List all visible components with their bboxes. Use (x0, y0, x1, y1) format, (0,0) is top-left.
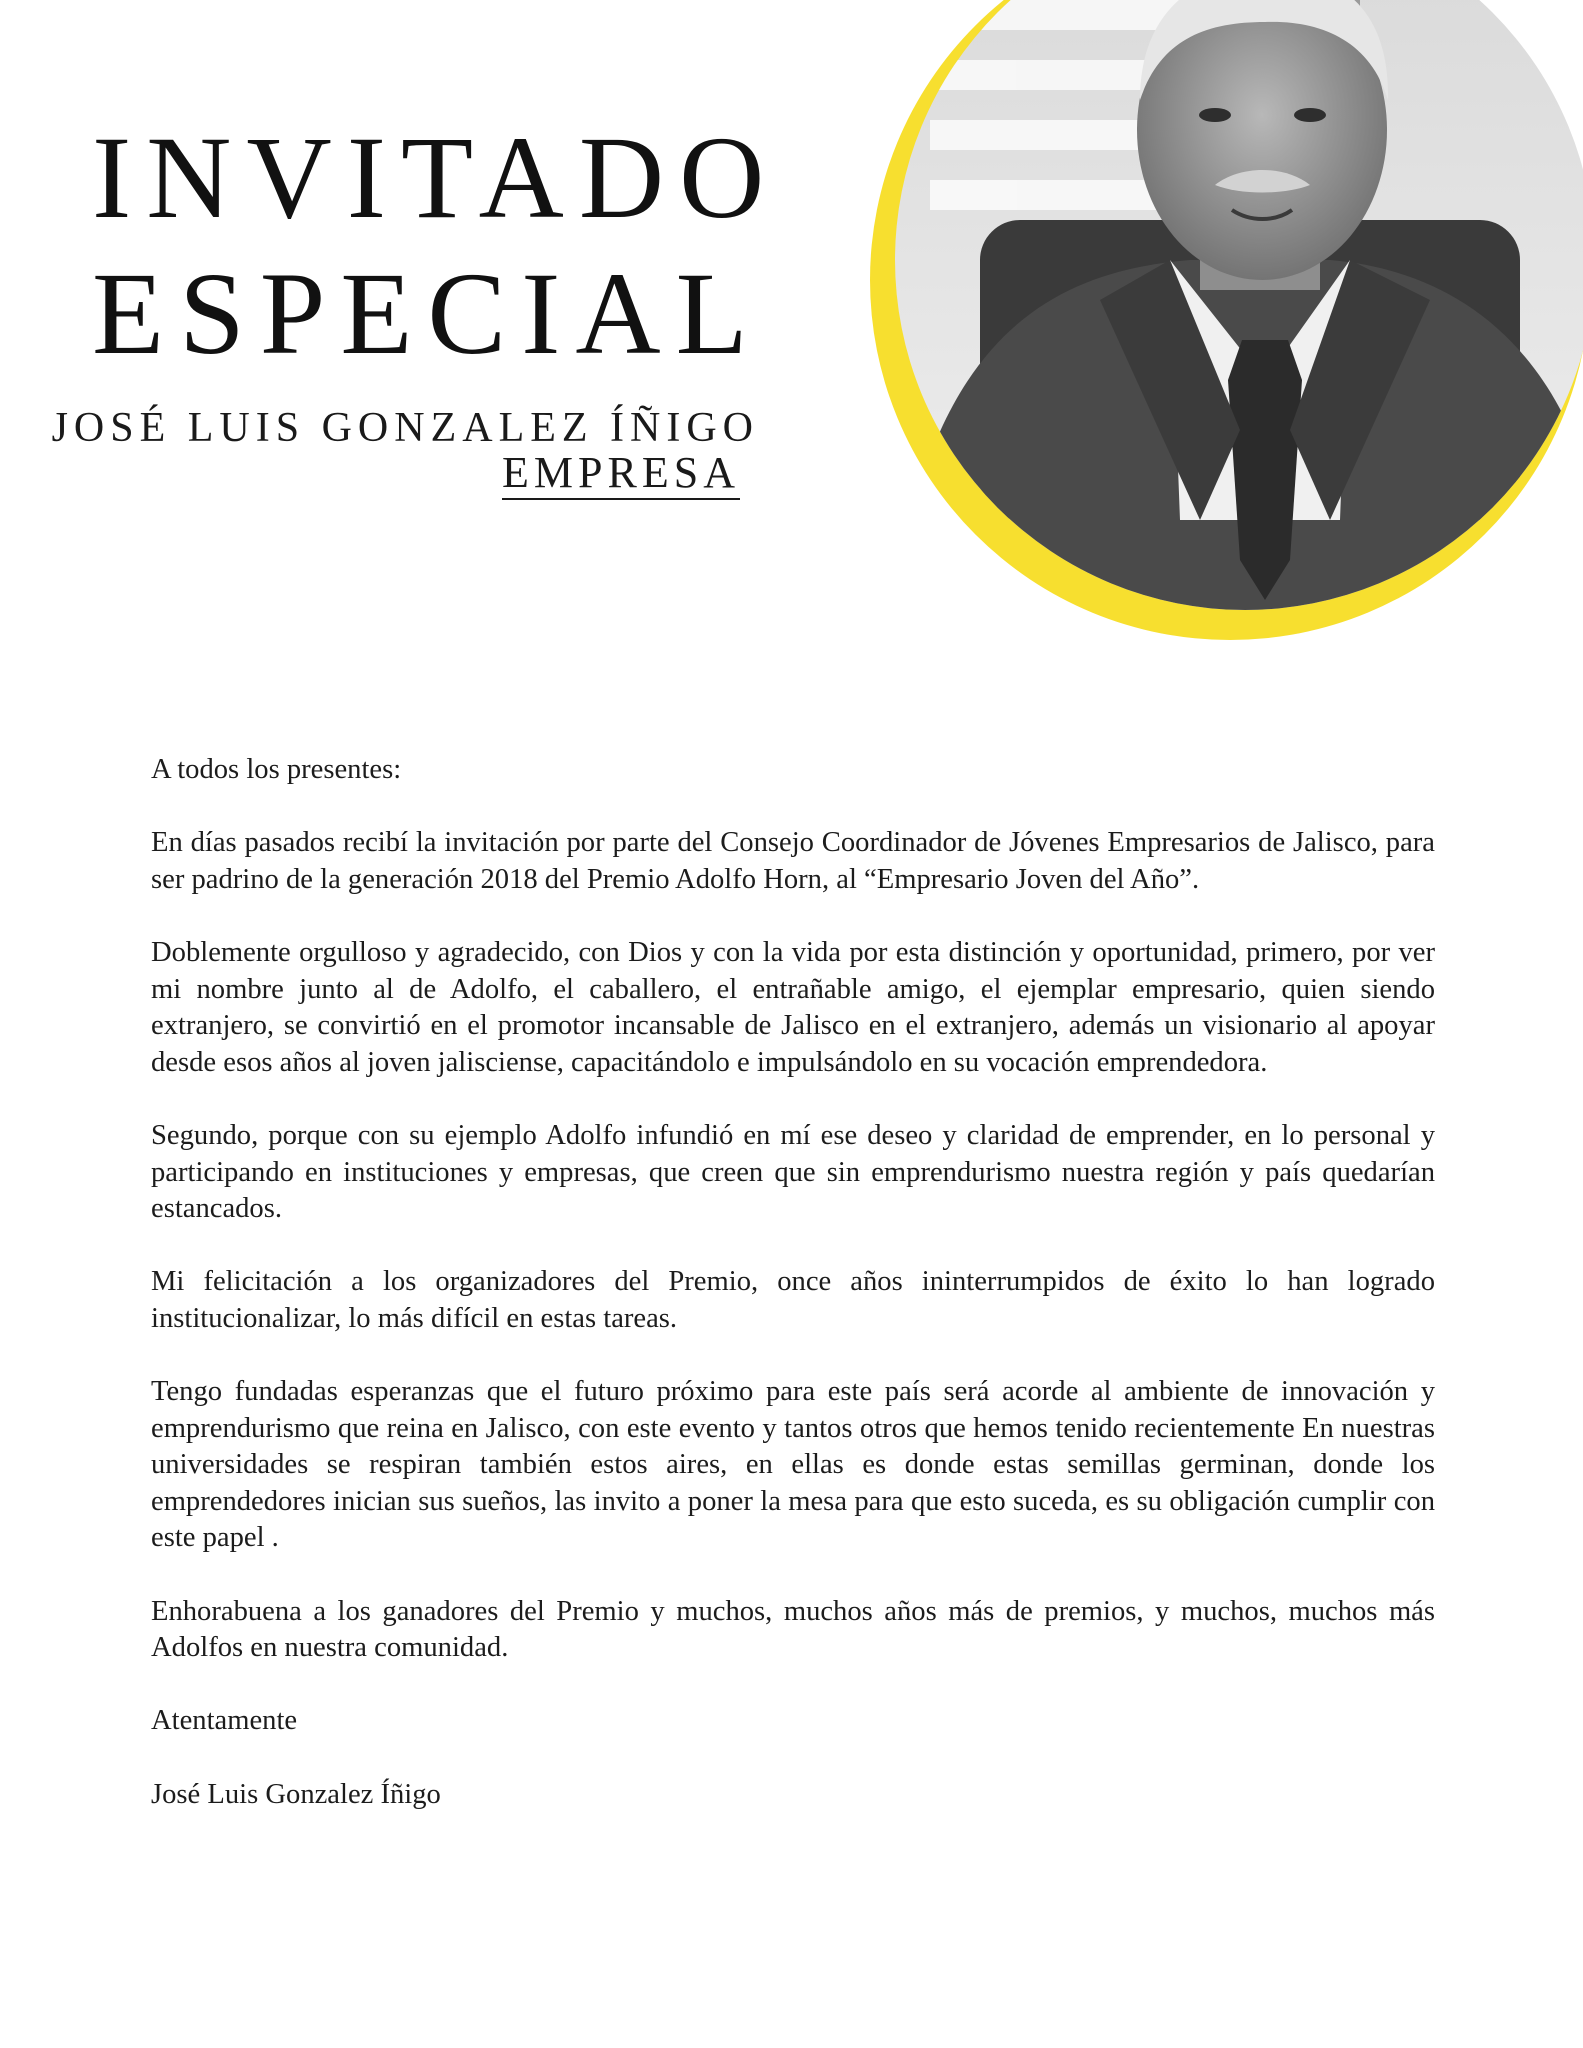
letter-signature: José Luis Gonzalez Íñigo (151, 1778, 441, 1810)
page-title (92, 110, 779, 382)
letter-paragraph: Mi felicitación a los organizadores del Premio, once años ininterrumpidos de éxito lo han logrado institucionalizar, lo más difícil en estas tareas. (151, 1266, 1435, 1334)
letter-paragraph: Enhorabuena a los ganadores del Premio y muchos, muchos años más de premios, y muchos, muchos más Adolfos en nuestra comunidad. (151, 1595, 1435, 1664)
letter-paragraph: Tengo fundadas esperanzas que el futuro próximo para este país será acorde al ambiente de innovación y emprendurismo que reina en Jalisco, con este evento y tantos otros que hemos tenido recientemente En nuestras universidades se respiran también estos aires, en ellas es donde estas semillas germinan, donde los emprendedores inician sus sueños, las invito a poner la mesa para que esto suceda, es su obligación cumplir con este papel . (151, 1376, 1435, 1554)
letter-paragraph: Doblemente orgulloso y agradecido, con Dios y con la vida por esta distinción y oportunidad, primero, por ver mi nombre junto al de Adolfo, el caballero, el entrañable amigo, el ejemplar empresario, quien siendo extranjero, se convirtió en el promotor incansable de Jalisco en el extranjero, además un visionario al apoyar desde esos años al joven jalisciense, capacitándolo e impulsándolo en su vocación emprendedora. (151, 936, 1435, 1078)
portrait (870, 0, 1583, 680)
title-line-2: ESPECIAL (92, 248, 763, 379)
letter-paragraph: Segundo, porque con su ejemplo Adolfo infundió en mí ese deseo y claridad de emprender, en lo personal y participando en instituciones y empresas, que creen que sin emprendurismo nuestra región y país quedarían estancados. (151, 1119, 1435, 1225)
guest-name: JOSÉ LUIS GONZALEZ ÍÑIGO (51, 405, 759, 451)
guest-role: EMPRESA (502, 450, 740, 500)
letter-body (151, 752, 1435, 1850)
title-line-1: INVITADO (92, 112, 780, 243)
letter-closing: Atentamente (151, 1705, 298, 1737)
letter-greeting: A todos los presentes: (151, 754, 402, 785)
portrait-photo-icon (870, 0, 1583, 680)
letter-paragraph: En días pasados recibí la invitación por parte del Consejo Coordinador de Jóvenes Empresarios de Jalisco, para ser padrino de la generación 2018 del Premio Adolfo Horn, al “Empresario Joven del Año”. (151, 827, 1435, 895)
